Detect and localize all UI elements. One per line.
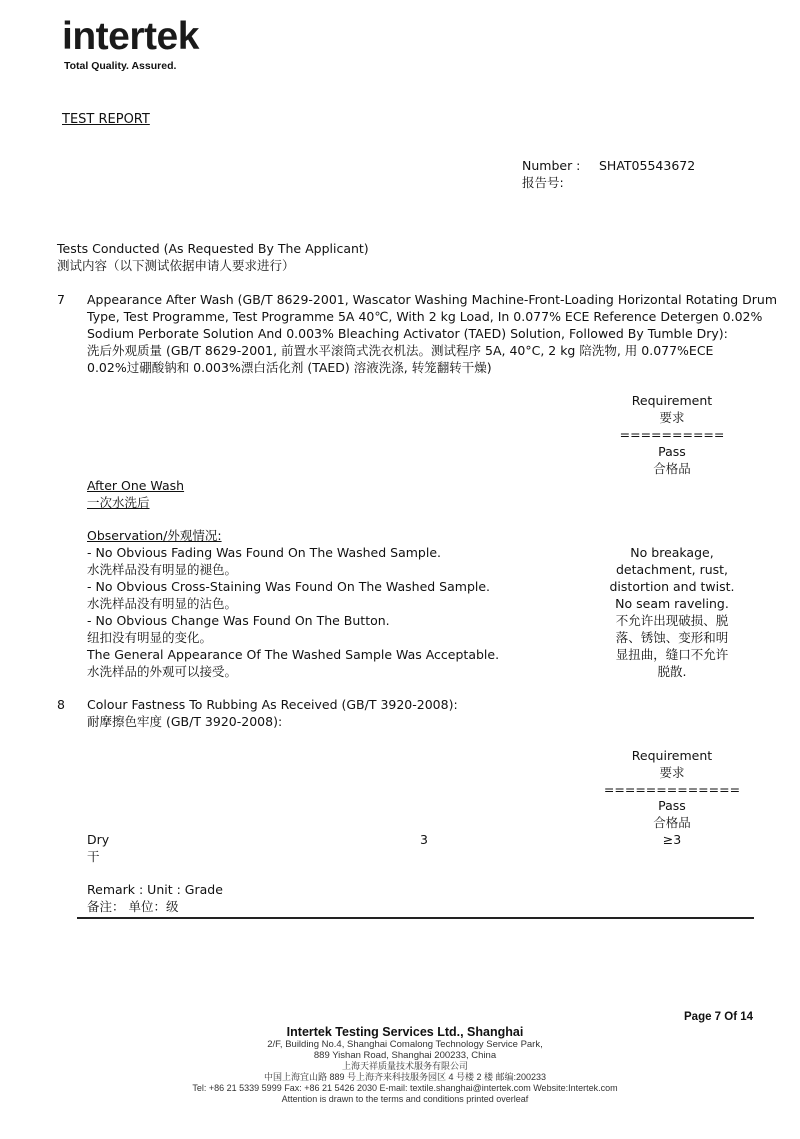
footer-company-name-cn: 上海天祥质量技术服务有限公司 <box>341 1061 468 1071</box>
test-7-requirement-label-cn: 要求 <box>659 410 685 425</box>
dry-label-cn: 干 <box>87 849 100 864</box>
test-7-title-line-5: 0.02%过硼酸钠和 0.003%漂白活化剂 (TAED) 溶液洗涤, 转笼翻转干燥) <box>87 360 492 375</box>
requirement-text-line: No breakage, <box>630 545 714 560</box>
test-7-title-line-4: 洗后外观质量 (GB/T 8629-2001, 前置水平滚筒式洗衣机法。测试程序 5A, 40°C, 2 kg 陪洗物, 用 0.077%ECE <box>87 343 714 358</box>
requirement-text-line: distortion and twist. <box>609 579 735 594</box>
dry-label: Dry <box>87 832 110 847</box>
test-8-requirement-label: Requirement <box>631 748 713 763</box>
observation-line: 水洗样品的外观可以接受。 <box>87 664 238 679</box>
page-number: Page 7 Of 14 <box>684 1011 754 1023</box>
footer-company-name: Intertek Testing Services Ltd., Shanghai <box>286 1025 524 1039</box>
report-title: TEST REPORT <box>62 112 150 127</box>
report-number-label: Number : <box>522 158 581 173</box>
test-7-number: 7 <box>57 292 65 307</box>
intertek-logo: intertek <box>62 15 199 58</box>
test-7-title-line-2: Type, Test Programme, Test Programme 5A 40℃, With 2 kg Load, In 0.077% ECE Reference Detergen 0.02% <box>87 309 763 324</box>
after-one-wash-label-cn: 一次水洗后 <box>87 495 150 510</box>
requirement-text-line: detachment, rust, <box>615 562 729 577</box>
footer-address-cn: 中国上海宜山路 889 号上海齐来科技服务园区 4 号楼 2 楼 邮编:200233 <box>263 1072 547 1082</box>
observation-line: 水洗样品没有明显的沾色。 <box>87 596 238 611</box>
requirement-text-line: 显扭曲，缝口不允许 <box>615 647 729 662</box>
section-divider <box>77 917 754 919</box>
after-one-wash-label: After One Wash <box>87 478 185 493</box>
dry-result-value: 3 <box>420 832 428 847</box>
test-8-separator: ============= <box>603 782 741 797</box>
remark-label: Remark : Unit : Grade <box>87 882 223 897</box>
test-8-pass-label: Pass <box>658 798 686 813</box>
test-7-pass-label: Pass <box>658 444 686 459</box>
test-8-pass-label-cn: 合格品 <box>653 815 691 830</box>
requirement-text-line: No seam raveling. <box>615 596 729 611</box>
tests-conducted-heading: Tests Conducted (As Requested By The Applicant) <box>57 241 369 256</box>
remark-label-cn: 备注： 单位：级 <box>87 899 179 914</box>
tests-conducted-heading-cn: 测试内容（以下测试依据申请人要求进行） <box>57 258 295 273</box>
requirement-text-line: 不允许出现破损、脱 <box>615 613 729 628</box>
footer-address-line: 2/F, Building No.4, Shanghai Comalong Technology Service Park, <box>267 1039 543 1050</box>
observation-line: 纽扣没有明显的变化。 <box>87 630 213 645</box>
observation-heading: Observation/外观情况: <box>87 528 222 543</box>
footer-attention-note: Attention is drawn to the terms and conditions printed overleaf <box>281 1094 529 1104</box>
test-8-title: Colour Fastness To Rubbing As Received (GB/T 3920-2008): <box>87 697 458 712</box>
logo-tagline: Total Quality. Assured. <box>64 60 177 72</box>
observation-line: - No Obvious Change Was Found On The Button. <box>87 613 390 628</box>
observation-line: - No Obvious Fading Was Found On The Washed Sample. <box>87 545 441 560</box>
test-7-title-line-1: Appearance After Wash (GB/T 8629-2001, Wascator Washing Machine-Front-Loading Horizontal Rotating Drum <box>87 292 778 307</box>
observation-line: 水洗样品没有明显的褪色。 <box>87 562 238 577</box>
footer-address-line: 889 Yishan Road, Shanghai 200233, China <box>313 1050 497 1061</box>
test-8-number: 8 <box>57 697 65 712</box>
test-7-title-line-3: Sodium Perborate Solution And 0.003% Bleaching Activator (TAED) Solution, Followed By Tumble Dry): <box>87 326 728 341</box>
test-8-requirement-label-cn: 要求 <box>659 765 685 780</box>
report-number-label-cn: 报告号: <box>522 175 564 190</box>
report-number-value: SHAT05543672 <box>599 158 696 173</box>
test-7-pass-label-cn: 合格品 <box>653 461 691 476</box>
test-8-title-cn: 耐摩擦色牢度 (GB/T 3920-2008): <box>87 714 283 729</box>
requirement-text-line: 脱散. <box>657 664 687 679</box>
test-7-requirement-label: Requirement <box>631 393 713 408</box>
observation-line: - No Obvious Cross-Staining Was Found On The Washed Sample. <box>87 579 491 594</box>
observation-line: The General Appearance Of The Washed Sample Was Acceptable. <box>87 647 500 662</box>
footer-contact-line: Tel: +86 21 5339 5999 Fax: +86 21 5426 2030 E-mail: textile.shanghai@intertek.com Website:Intertek.com <box>192 1083 618 1093</box>
test-7-separator: ========== <box>619 427 725 442</box>
requirement-text-line: 落、锈蚀、变形和明 <box>615 630 729 645</box>
dry-requirement-value: ≥3 <box>662 832 682 847</box>
